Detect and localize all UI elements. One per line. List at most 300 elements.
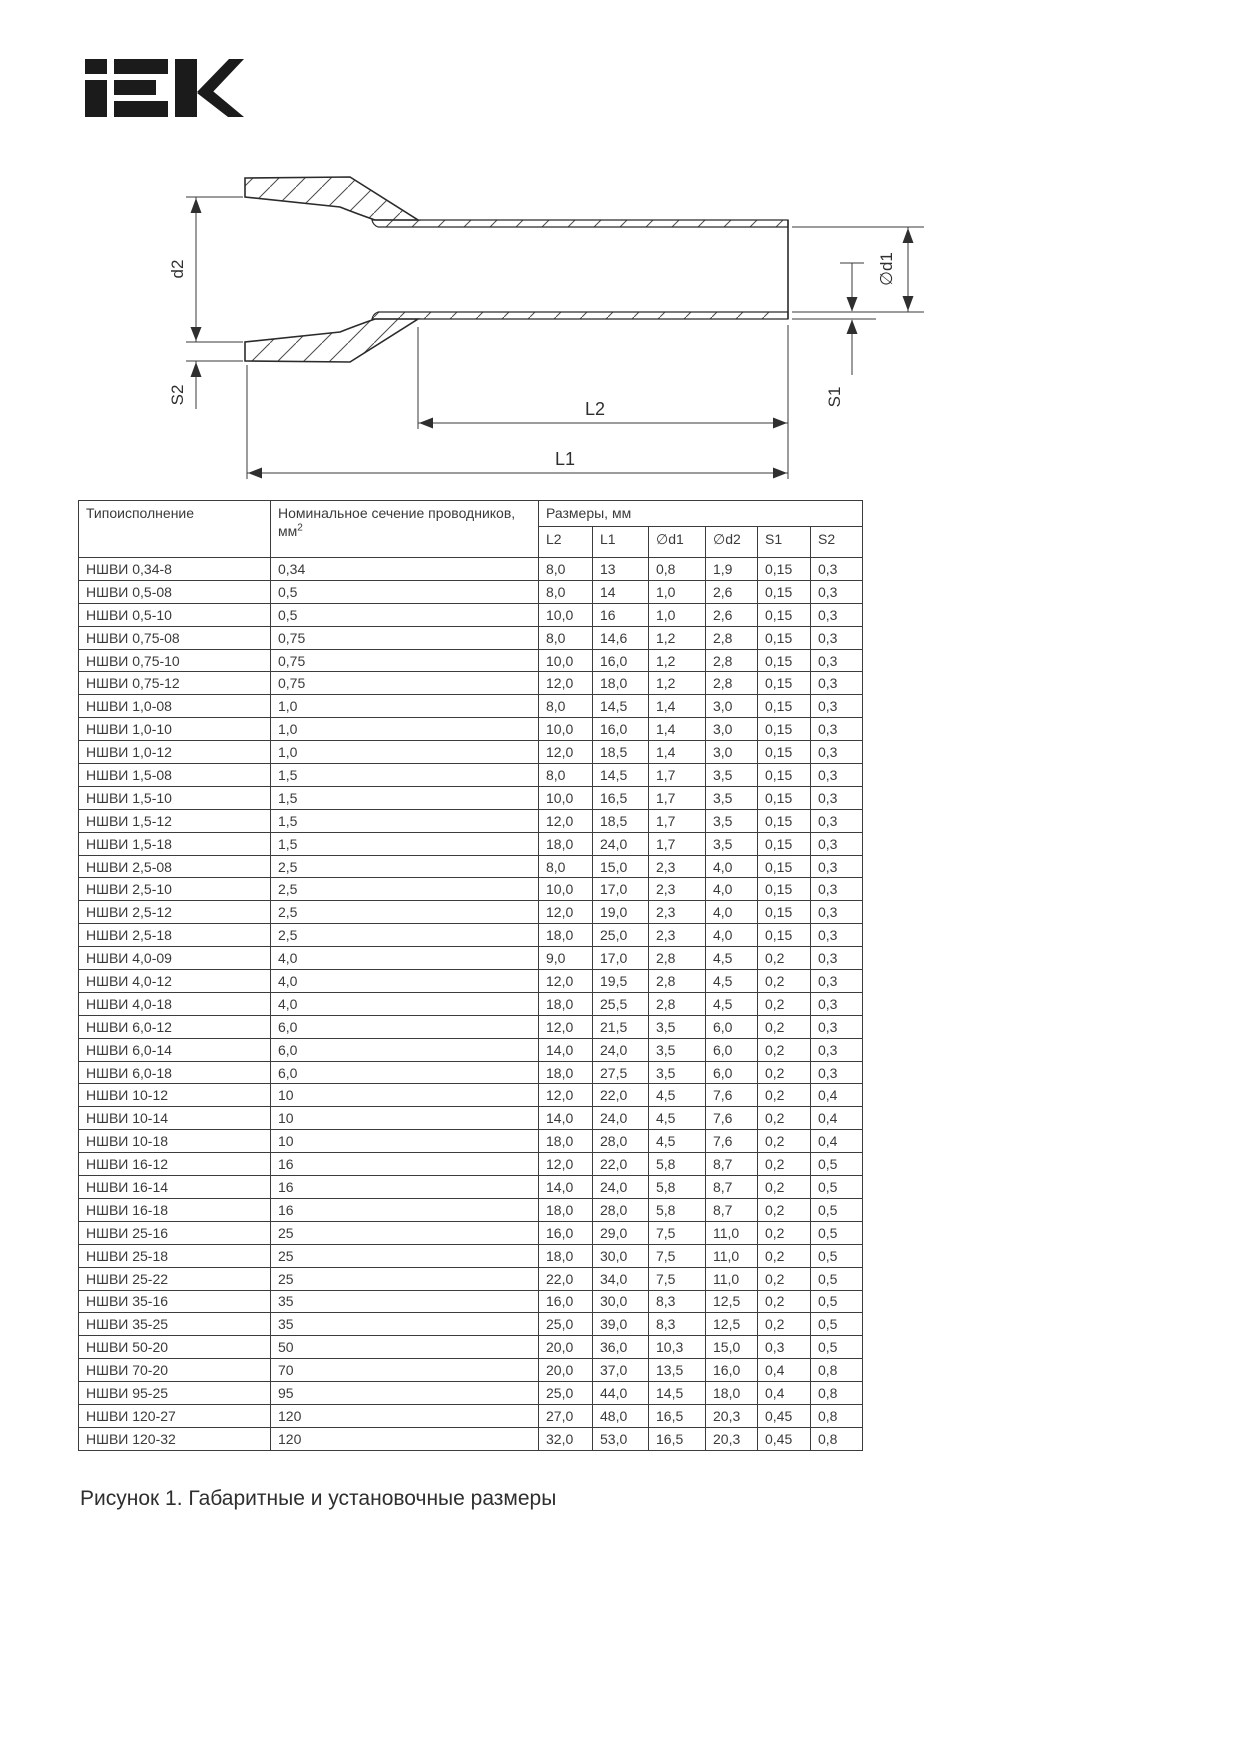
dim-label-s1: S1 [825,386,844,408]
s1-cell: 0,2 [758,1038,811,1061]
column-header-section-sup: 2 [297,522,303,534]
section-cell: 10 [271,1084,539,1107]
section-cell: 2,5 [271,855,539,878]
l1-cell: 19,5 [593,970,649,993]
s1-cell: 0,15 [758,809,811,832]
d2-cell: 3,0 [706,718,758,741]
s1-cell: 0,15 [758,786,811,809]
d2-cell: 4,5 [706,970,758,993]
d1-cell: 2,8 [649,970,706,993]
table-row [79,1061,863,1084]
l1-cell: 18,5 [593,741,649,764]
l1-cell: 16,0 [593,718,649,741]
l2-cell: 8,0 [539,558,593,581]
section-cell: 120 [271,1427,539,1450]
d2-cell: 3,5 [706,809,758,832]
l2-cell: 10,0 [539,786,593,809]
d1-cell: 5,8 [649,1176,706,1199]
s1-cell: 0,15 [758,558,811,581]
section-cell: 95 [271,1382,539,1405]
type-cell: НШВИ 0,34-8 [79,558,271,581]
section-cell: 0,5 [271,603,539,626]
type-cell: НШВИ 1,5-18 [79,832,271,855]
l1-cell: 16,5 [593,786,649,809]
s2-cell: 0,3 [811,970,863,993]
d2-cell: 4,0 [706,901,758,924]
type-cell: НШВИ 1,5-12 [79,809,271,832]
l1-cell: 16 [593,603,649,626]
table-row [79,786,863,809]
table-row [79,558,863,581]
s2-cell: 0,3 [811,741,863,764]
type-cell: НШВИ 10-12 [79,1084,271,1107]
d2-cell: 6,0 [706,1038,758,1061]
d2-cell: 4,0 [706,878,758,901]
section-cell: 25 [271,1244,539,1267]
d2-cell: 12,5 [706,1313,758,1336]
section-cell: 25 [271,1267,539,1290]
type-cell: НШВИ 4,0-12 [79,970,271,993]
s2-cell: 0,3 [811,603,863,626]
d1-cell: 1,7 [649,786,706,809]
d1-cell: 2,3 [649,924,706,947]
l2-cell: 8,0 [539,764,593,787]
section-cell: 4,0 [271,970,539,993]
s1-cell: 0,15 [758,741,811,764]
l1-cell: 21,5 [593,1015,649,1038]
s1-cell: 0,15 [758,855,811,878]
table-row [79,626,863,649]
l2-cell: 10,0 [539,878,593,901]
d1-cell: 1,2 [649,672,706,695]
section-cell: 4,0 [271,947,539,970]
d2-cell: 16,0 [706,1359,758,1382]
s2-cell: 0,8 [811,1382,863,1405]
table-row [79,855,863,878]
d2-cell: 2,8 [706,626,758,649]
d1-cell: 3,5 [649,1038,706,1061]
s1-cell: 0,2 [758,1176,811,1199]
table-row [79,718,863,741]
s2-cell: 0,3 [811,855,863,878]
l2-cell: 18,0 [539,832,593,855]
s2-cell: 0,3 [811,1015,863,1038]
dim-label-s2: S2 [168,384,187,406]
l2-cell: 16,0 [539,1290,593,1313]
d2-cell: 11,0 [706,1244,758,1267]
d1-cell: 5,8 [649,1153,706,1176]
section-cell: 1,0 [271,741,539,764]
l2-cell: 9,0 [539,947,593,970]
d2-cell: 1,9 [706,558,758,581]
s1-cell: 0,4 [758,1382,811,1405]
l1-cell: 27,5 [593,1061,649,1084]
l2-cell: 18,0 [539,1244,593,1267]
section-cell: 0,75 [271,626,539,649]
d1-cell: 4,5 [649,1107,706,1130]
d2-cell: 6,0 [706,1061,758,1084]
s2-cell: 0,5 [811,1244,863,1267]
s1-cell: 0,2 [758,970,811,993]
section-cell: 0,75 [271,672,539,695]
column-header-d1: ∅d1 [649,527,706,558]
l2-cell: 20,0 [539,1336,593,1359]
s2-cell: 0,5 [811,1267,863,1290]
l2-cell: 27,0 [539,1404,593,1427]
s1-cell: 0,2 [758,1130,811,1153]
d1-cell: 7,5 [649,1244,706,1267]
tube-top-wall [372,220,788,227]
l1-cell: 22,0 [593,1153,649,1176]
type-cell: НШВИ 35-25 [79,1313,271,1336]
d2-cell: 20,3 [706,1404,758,1427]
iek-logo [80,54,244,127]
d1-cell: 2,8 [649,992,706,1015]
tube-bottom-wall [372,312,788,319]
s1-cell: 0,15 [758,603,811,626]
type-cell: НШВИ 70-20 [79,1359,271,1382]
table-row [79,1107,863,1130]
l1-cell: 30,0 [593,1290,649,1313]
type-cell: НШВИ 25-16 [79,1221,271,1244]
section-cell: 35 [271,1290,539,1313]
table-row [79,924,863,947]
column-header-sizes: Размеры, мм [539,501,863,527]
column-header-s2: S2 [811,527,863,558]
l1-cell: 44,0 [593,1382,649,1405]
s2-cell: 0,3 [811,558,863,581]
table-row [79,1015,863,1038]
type-cell: НШВИ 1,5-10 [79,786,271,809]
section-cell: 6,0 [271,1038,539,1061]
d1-cell: 1,4 [649,741,706,764]
l2-cell: 12,0 [539,970,593,993]
column-header-section [271,501,539,558]
type-cell: НШВИ 25-22 [79,1267,271,1290]
table-row [79,832,863,855]
s1-cell: 0,2 [758,947,811,970]
table-row [79,1404,863,1427]
s1-cell: 0,15 [758,580,811,603]
table-row [79,1359,863,1382]
d1-cell: 2,8 [649,947,706,970]
l2-cell: 18,0 [539,1198,593,1221]
d1-cell: 16,5 [649,1404,706,1427]
l2-cell: 25,0 [539,1382,593,1405]
l1-cell: 14,5 [593,695,649,718]
type-cell: НШВИ 6,0-18 [79,1061,271,1084]
type-cell: НШВИ 0,5-10 [79,603,271,626]
table-row [79,764,863,787]
s2-cell: 0,3 [811,672,863,695]
s1-cell: 0,2 [758,1290,811,1313]
s1-cell: 0,2 [758,1015,811,1038]
s1-cell: 0,45 [758,1404,811,1427]
section-cell: 2,5 [271,878,539,901]
cone-top-section [245,177,418,220]
s1-cell: 0,2 [758,1221,811,1244]
s1-cell: 0,2 [758,1313,811,1336]
d1-cell: 10,3 [649,1336,706,1359]
ferrule-dimension-drawing [140,135,930,490]
table-row [79,695,863,718]
type-cell: НШВИ 0,5-08 [79,580,271,603]
s2-cell: 0,5 [811,1313,863,1336]
table-row [79,1176,863,1199]
d2-cell: 4,0 [706,924,758,947]
l2-cell: 25,0 [539,1313,593,1336]
s1-cell: 0,4 [758,1359,811,1382]
s1-cell: 0,2 [758,1153,811,1176]
d1-cell: 4,5 [649,1084,706,1107]
table-row [79,1221,863,1244]
l2-cell: 16,0 [539,1221,593,1244]
d2-cell: 11,0 [706,1267,758,1290]
table-row [79,1267,863,1290]
type-cell: НШВИ 1,5-08 [79,764,271,787]
d1-cell: 1,4 [649,718,706,741]
type-cell: НШВИ 4,0-09 [79,947,271,970]
type-cell: НШВИ 120-27 [79,1404,271,1427]
l1-cell: 22,0 [593,1084,649,1107]
s1-cell: 0,2 [758,1061,811,1084]
s2-cell: 0,3 [811,809,863,832]
d1-cell: 1,7 [649,809,706,832]
l1-cell: 16,0 [593,649,649,672]
l1-cell: 14,5 [593,764,649,787]
l2-cell: 32,0 [539,1427,593,1450]
l1-cell: 53,0 [593,1427,649,1450]
l2-cell: 12,0 [539,672,593,695]
section-cell: 16 [271,1153,539,1176]
type-cell: НШВИ 35-16 [79,1290,271,1313]
column-header-s1: S1 [758,527,811,558]
s1-cell: 0,15 [758,924,811,947]
table-row [79,1038,863,1061]
section-cell: 16 [271,1176,539,1199]
l2-cell: 20,0 [539,1359,593,1382]
s2-cell: 0,5 [811,1336,863,1359]
table-row [79,1244,863,1267]
s2-cell: 0,3 [811,1038,863,1061]
d1-cell: 14,5 [649,1382,706,1405]
d1-cell: 4,5 [649,1130,706,1153]
l1-cell: 18,0 [593,672,649,695]
type-cell: НШВИ 16-12 [79,1153,271,1176]
dim-label-d2: d2 [168,259,187,279]
type-cell: НШВИ 0,75-12 [79,672,271,695]
d2-cell: 3,5 [706,764,758,787]
l2-cell: 8,0 [539,580,593,603]
l1-cell: 17,0 [593,947,649,970]
d2-cell: 8,7 [706,1176,758,1199]
type-cell: НШВИ 25-18 [79,1244,271,1267]
l1-cell: 30,0 [593,1244,649,1267]
d1-cell: 1,7 [649,764,706,787]
d2-cell: 3,0 [706,741,758,764]
d1-cell: 13,5 [649,1359,706,1382]
d1-cell: 8,3 [649,1313,706,1336]
table-row [79,1336,863,1359]
table-row [79,603,863,626]
table-row [79,672,863,695]
d2-cell: 18,0 [706,1382,758,1405]
l1-cell: 25,5 [593,992,649,1015]
l2-cell: 8,0 [539,695,593,718]
table-row [79,1313,863,1336]
type-cell: НШВИ 1,0-12 [79,741,271,764]
s1-cell: 0,2 [758,1267,811,1290]
type-cell: НШВИ 2,5-18 [79,924,271,947]
s2-cell: 0,3 [811,695,863,718]
s2-cell: 0,8 [811,1359,863,1382]
l1-cell: 13 [593,558,649,581]
dim-label-l2: L2 [584,399,606,419]
l1-cell: 14,6 [593,626,649,649]
table-row [79,1427,863,1450]
d1-cell: 1,2 [649,626,706,649]
d1-cell: 5,8 [649,1198,706,1221]
d2-cell: 20,3 [706,1427,758,1450]
l2-cell: 14,0 [539,1107,593,1130]
type-cell: НШВИ 4,0-18 [79,992,271,1015]
d1-cell: 0,8 [649,558,706,581]
s1-cell: 0,2 [758,992,811,1015]
section-cell: 1,5 [271,809,539,832]
l1-cell: 15,0 [593,855,649,878]
type-cell: НШВИ 10-14 [79,1107,271,1130]
d1-cell: 1,0 [649,603,706,626]
column-header-section-text: Номинальное сечение проводников, мм [278,505,516,540]
s1-cell: 0,15 [758,832,811,855]
s1-cell: 0,3 [758,1336,811,1359]
s2-cell: 0,3 [811,626,863,649]
l2-cell: 10,0 [539,649,593,672]
section-cell: 1,5 [271,832,539,855]
l1-cell: 28,0 [593,1198,649,1221]
table-row [79,1130,863,1153]
s1-cell: 0,15 [758,672,811,695]
s2-cell: 0,3 [811,878,863,901]
section-cell: 35 [271,1313,539,1336]
table-row [79,741,863,764]
section-cell: 4,0 [271,992,539,1015]
d1-cell: 3,5 [649,1061,706,1084]
l2-cell: 8,0 [539,626,593,649]
l2-cell: 14,0 [539,1176,593,1199]
s2-cell: 0,5 [811,1290,863,1313]
type-cell: НШВИ 6,0-14 [79,1038,271,1061]
type-cell: НШВИ 1,0-10 [79,718,271,741]
l2-cell: 10,0 [539,718,593,741]
section-cell: 1,0 [271,695,539,718]
section-cell: 16 [271,1198,539,1221]
section-cell: 70 [271,1359,539,1382]
table-row [79,649,863,672]
type-cell: НШВИ 0,75-08 [79,626,271,649]
table-row [79,878,863,901]
type-cell: НШВИ 6,0-12 [79,1015,271,1038]
d1-cell: 1,2 [649,649,706,672]
table-body [79,558,863,1451]
s1-cell: 0,15 [758,718,811,741]
s1-cell: 0,15 [758,695,811,718]
l1-cell: 25,0 [593,924,649,947]
type-cell: НШВИ 120-32 [79,1427,271,1450]
dim-label-d1: ∅d1 [877,252,896,286]
d2-cell: 4,5 [706,947,758,970]
type-cell: НШВИ 16-18 [79,1198,271,1221]
d1-cell: 2,3 [649,901,706,924]
section-cell: 0,75 [271,649,539,672]
d1-cell: 1,7 [649,832,706,855]
l1-cell: 36,0 [593,1336,649,1359]
s2-cell: 0,3 [811,924,863,947]
d1-cell: 2,3 [649,855,706,878]
l2-cell: 12,0 [539,809,593,832]
l2-cell: 12,0 [539,901,593,924]
type-cell: НШВИ 2,5-08 [79,855,271,878]
d2-cell: 3,0 [706,695,758,718]
table-row [79,1382,863,1405]
section-cell: 50 [271,1336,539,1359]
d2-cell: 2,8 [706,649,758,672]
l1-cell: 14 [593,580,649,603]
s2-cell: 0,3 [811,786,863,809]
l2-cell: 18,0 [539,1130,593,1153]
d2-cell: 7,6 [706,1084,758,1107]
section-cell: 1,5 [271,786,539,809]
table-row [79,947,863,970]
s1-cell: 0,15 [758,901,811,924]
d2-cell: 8,7 [706,1198,758,1221]
l1-cell: 34,0 [593,1267,649,1290]
section-cell: 10 [271,1130,539,1153]
l1-cell: 18,5 [593,809,649,832]
s1-cell: 0,45 [758,1427,811,1450]
s2-cell: 0,3 [811,832,863,855]
s1-cell: 0,2 [758,1198,811,1221]
type-cell: НШВИ 95-25 [79,1382,271,1405]
s2-cell: 0,3 [811,1061,863,1084]
l2-cell: 10,0 [539,603,593,626]
s1-cell: 0,15 [758,626,811,649]
l2-cell: 18,0 [539,924,593,947]
table-row [79,1198,863,1221]
iek-logo-graphic [80,54,244,122]
d2-cell: 2,6 [706,603,758,626]
l1-cell: 24,0 [593,1107,649,1130]
s2-cell: 0,5 [811,1198,863,1221]
section-cell: 1,0 [271,718,539,741]
s2-cell: 0,8 [811,1404,863,1427]
s2-cell: 0,3 [811,947,863,970]
l1-cell: 17,0 [593,878,649,901]
d2-cell: 11,0 [706,1221,758,1244]
s2-cell: 0,3 [811,718,863,741]
d1-cell: 1,0 [649,580,706,603]
l1-cell: 24,0 [593,1038,649,1061]
l1-cell: 48,0 [593,1404,649,1427]
l1-cell: 39,0 [593,1313,649,1336]
l1-cell: 19,0 [593,901,649,924]
s2-cell: 0,4 [811,1107,863,1130]
section-cell: 6,0 [271,1061,539,1084]
l2-cell: 12,0 [539,1153,593,1176]
s2-cell: 0,5 [811,1153,863,1176]
ferrule-drawing [140,135,930,485]
s1-cell: 0,2 [758,1244,811,1267]
